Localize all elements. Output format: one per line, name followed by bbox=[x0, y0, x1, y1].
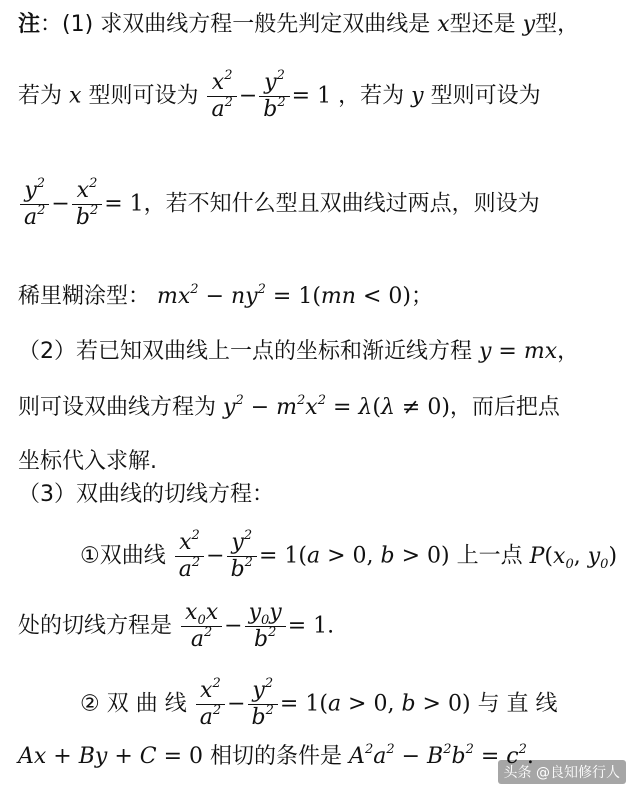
line-7 bbox=[18, 447, 640, 477]
line4-end: ； bbox=[410, 284, 433, 309]
line-2: 若为 x 型则可设为 $\frac{x^2}{a^2}$ − $\frac{y^2}{b^2}$ = 1 ，若为 y 型则可设为 bbox=[18, 68, 541, 122]
fraction-x2-a2: $\frac{x^2}{a^2}$ bbox=[207, 70, 236, 123]
note-colon: ： bbox=[40, 12, 63, 37]
line-10: 处的切线方程是 $\frac{x_0x}{a^2}$ − $\frac{y_0y}{b^2}$ = 1. bbox=[18, 600, 335, 652]
formula-tangent-condition: $A^2a^2 - B^2b^2 = c^2$ bbox=[349, 742, 527, 769]
point-p: $P(x_0$, $y_0$) bbox=[529, 543, 618, 572]
line6-text: 则可设双曲线方程为 bbox=[18, 395, 217, 420]
line-4 bbox=[18, 282, 640, 312]
line5-text: （2）若已知双曲线上一点的坐标和渐近线方程 bbox=[18, 339, 472, 364]
line9-text: ①双曲线 bbox=[80, 543, 166, 569]
line2-text-d: 型则可设为 bbox=[430, 83, 541, 109]
fraction-y2-b2: $\frac{y^2}{b^2}$ bbox=[259, 70, 289, 123]
type-end: 型， bbox=[535, 12, 580, 37]
line11-text-a: ② 双 曲 线 bbox=[80, 691, 187, 717]
line-9: ①双曲线 $\frac{x^2}{a^2}$ − $\frac{y^2}{b^2}$ = 1(a > 0, b > 0) 上一点 $P(x_0$, $y_0$) bbox=[80, 528, 618, 582]
line4-text: 稀里糊涂型： bbox=[18, 284, 151, 309]
line-11: ② 双 曲 线 $\frac{x^2}{a^2}$ − $\frac{y^2}{b^2}$ = 1(a > 0, b > 0) 与 直 线 bbox=[80, 676, 558, 730]
note-label: 注 bbox=[18, 12, 41, 37]
type-word: 型还是 bbox=[449, 12, 516, 37]
x-symbol: x bbox=[437, 12, 450, 37]
watermark: 头条 @良知修行人 bbox=[498, 760, 626, 784]
line9-mid: 上一点 bbox=[456, 543, 523, 569]
line-12: Ax + By + C = 0 相切的条件是 $A^2a^2 - B^2b^2 = c^2$. bbox=[18, 742, 534, 769]
line6-end: ，而后把点 bbox=[449, 395, 560, 420]
formula-y2-m2x2: $y^2 - m^2x^2 = \lambda(\lambda \ne 0)$ bbox=[223, 393, 450, 420]
formula-mx2-ny2: $mx^2 - ny^2 = 1(mn < 0)$ bbox=[157, 282, 411, 309]
line11-text-b: 与 直 线 bbox=[477, 691, 558, 717]
formula-y-mx: y = mx bbox=[479, 339, 558, 364]
fraction-x2-b2: $\frac{x^2}{b^2}$ bbox=[72, 178, 102, 231]
line2-text-b: 型则可设为 bbox=[88, 83, 199, 109]
line8-text: （3）双曲线的切线方程： bbox=[18, 482, 274, 507]
y-symbol: y bbox=[522, 12, 536, 37]
line3-text: ，若不知什么型且双曲线过两点，则设为 bbox=[143, 191, 540, 217]
x-symbol: x bbox=[69, 83, 82, 109]
line-8 bbox=[18, 480, 640, 510]
line12-text: 相切的条件是 bbox=[210, 744, 343, 769]
line10-text: 处的切线方程是 bbox=[18, 613, 173, 639]
line-3: $\frac{y^2}{a^2}$ − $\frac{x^2}{b^2}$ = 1，若不知什么型且双曲线过两点，则设为 bbox=[18, 178, 640, 231]
line-6 bbox=[18, 393, 640, 423]
line2-text-c: ，若为 bbox=[338, 83, 405, 109]
line7-text: 坐标代入求解. bbox=[18, 449, 157, 474]
line-5: （2）若已知双曲线上一点的坐标和渐近线方程 y = mx， bbox=[18, 339, 580, 364]
fraction-y2-a2: $\frac{y^2}{a^2}$ bbox=[20, 178, 49, 231]
line-1 bbox=[18, 10, 640, 40]
formula-line: Ax + By + C = 0 bbox=[18, 744, 204, 769]
point-1-text: (1) 求双曲线方程一般先判定双曲线是 bbox=[62, 12, 431, 37]
line2-text-a: 若为 bbox=[18, 83, 63, 109]
y-symbol: y bbox=[411, 83, 424, 109]
